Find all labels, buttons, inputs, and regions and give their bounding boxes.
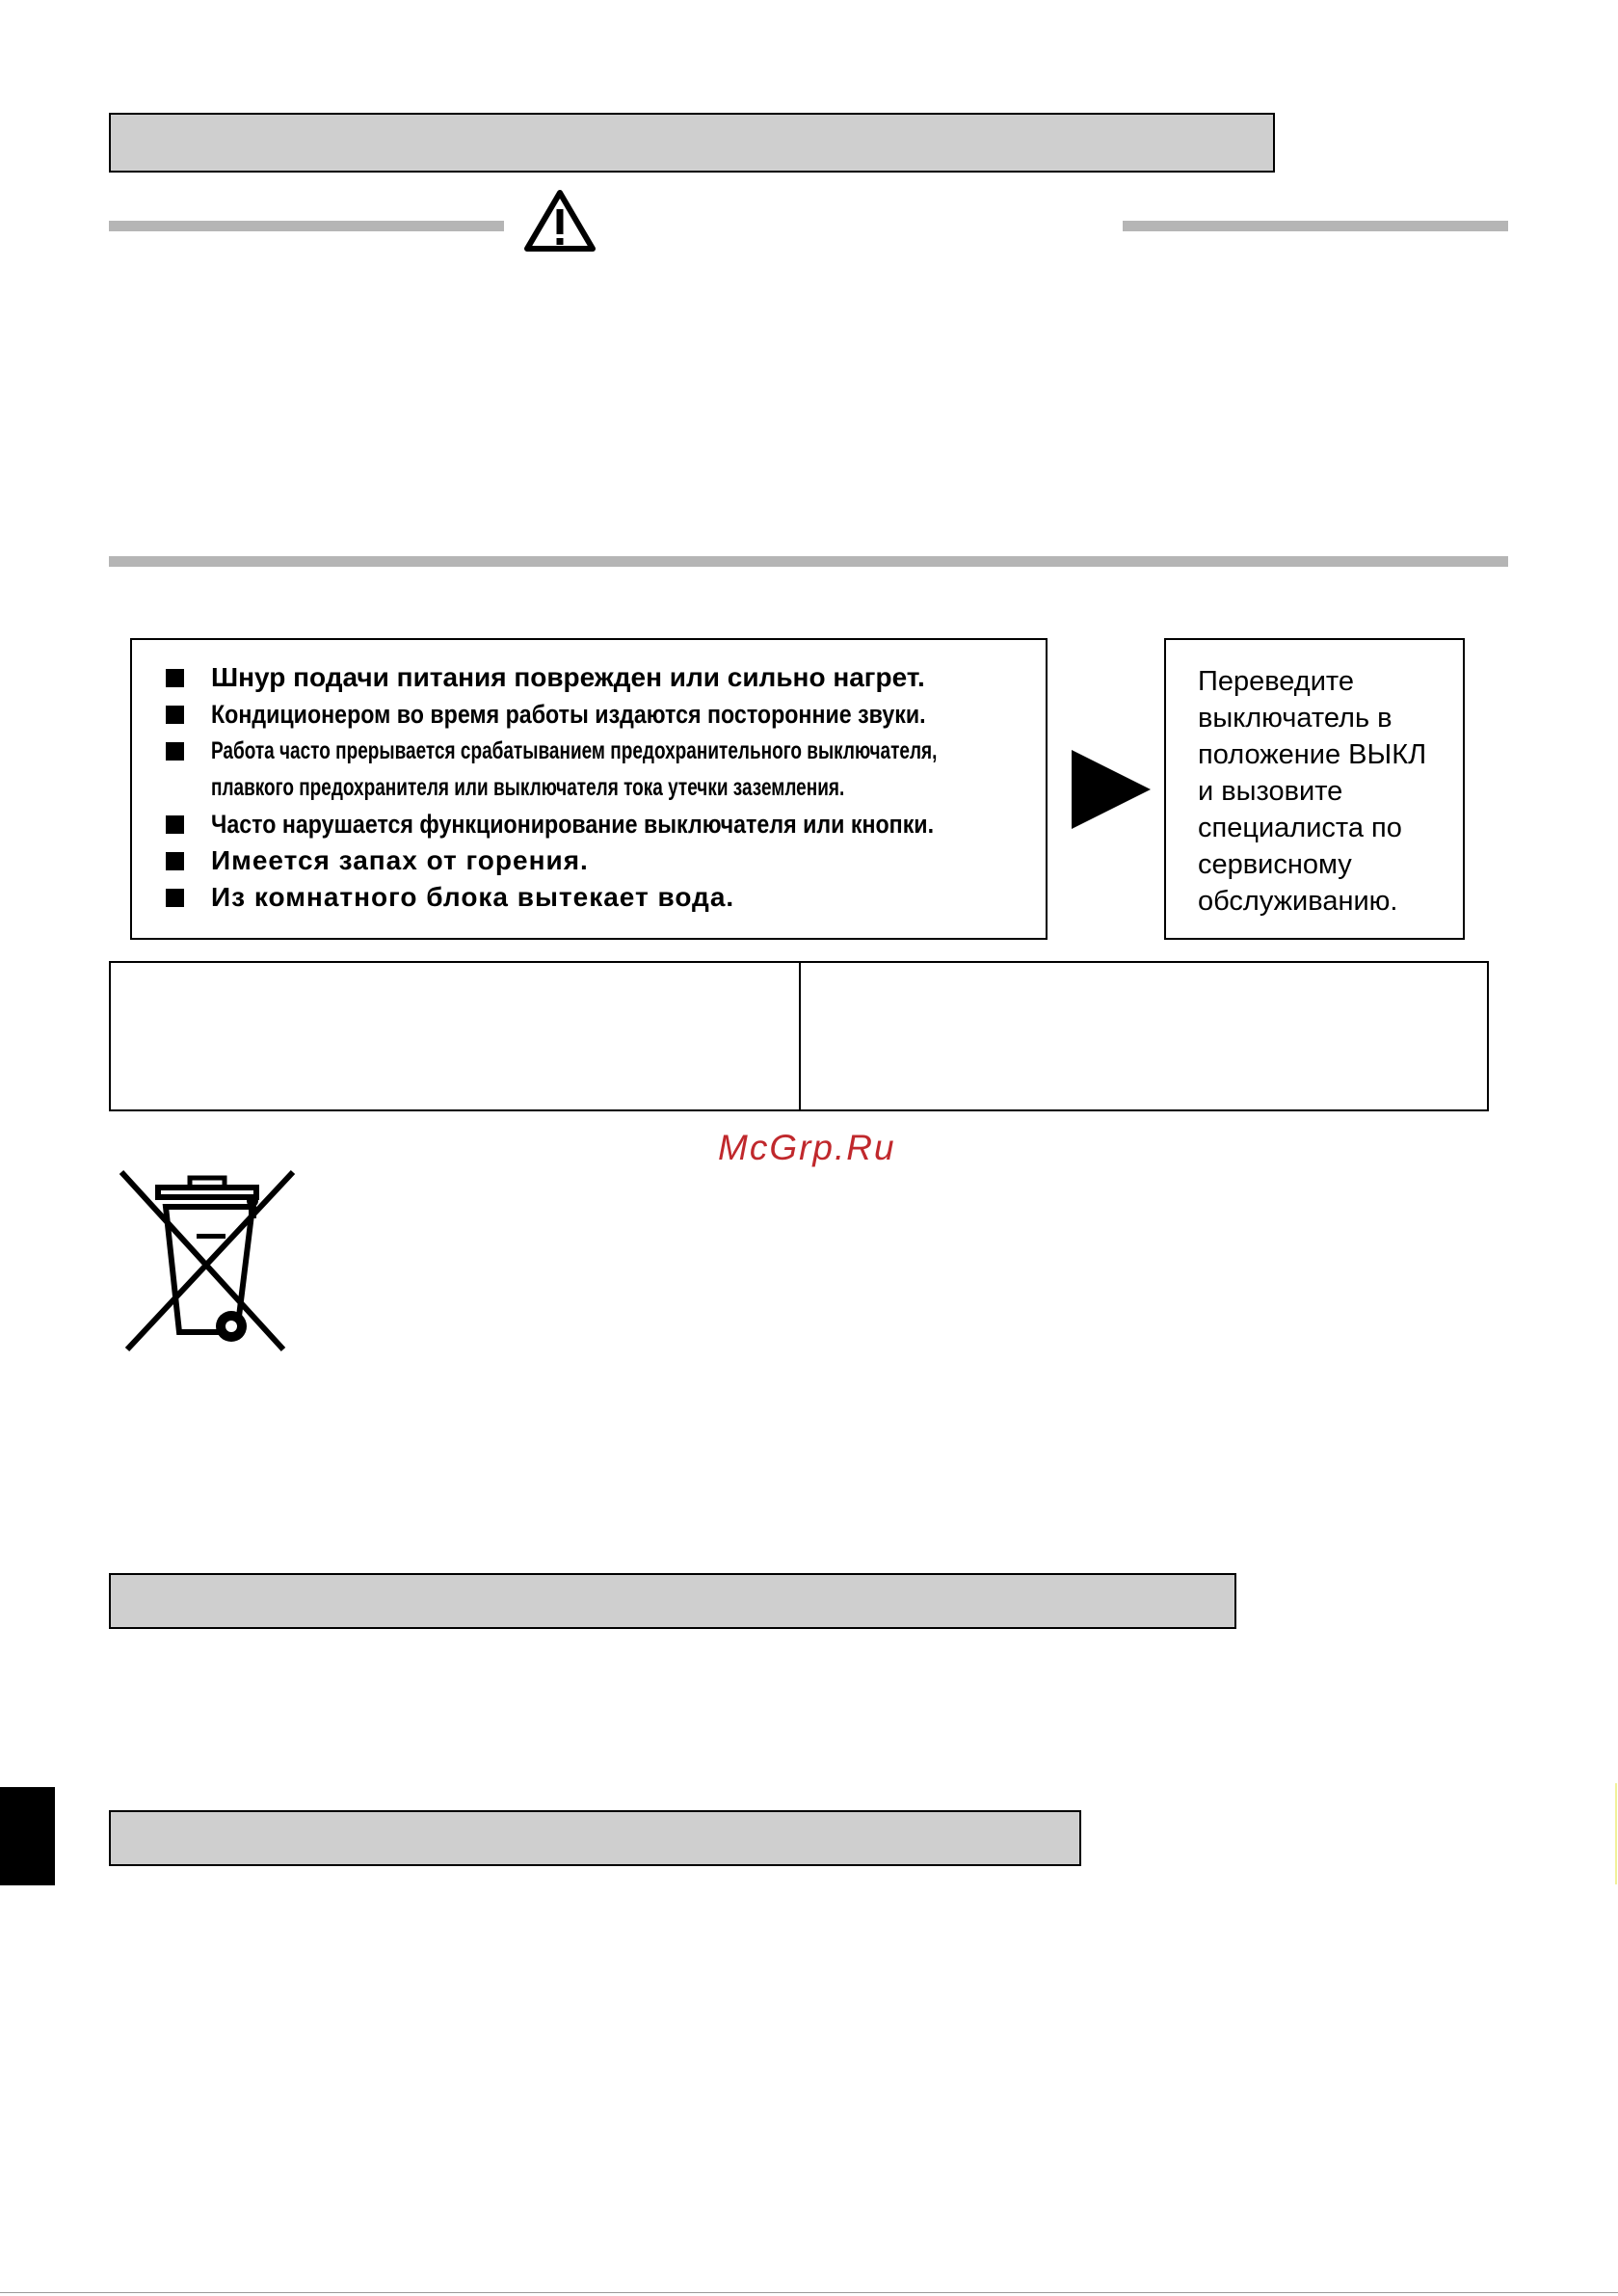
symptom-text: Работа часто прерывается срабатыванием предохранительного выключателя, [211,737,938,764]
bottom-edge-line [0,2292,1618,2293]
symptom-text: Шнур подачи питания поврежден или сильно нагрет. [211,662,925,692]
symptom-item [166,842,1166,879]
symptom-item [166,696,1166,733]
action-line: и вызовите [1198,776,1343,807]
symptom-item [166,879,1166,916]
square-bullet-icon [166,669,184,687]
action-line: Переведите [1198,666,1355,697]
warning-triangle-icon [523,188,597,254]
symptom-text-continuation: плавкого предохранителя или выключателя тока утечки заземления. [211,774,845,801]
symptoms-list [166,659,1166,916]
info-table-divider [799,963,801,1109]
section-divider-rule [109,556,1508,567]
symptom-item [166,733,1166,769]
action-box [1164,638,1465,940]
right-triangle-arrow-icon [1070,750,1151,829]
action-line: выключатель в [1198,703,1393,734]
square-bullet-icon [166,889,184,907]
symptom-text: Из комнатного блока вытекает вода. [211,882,735,912]
section-header-bar-1 [109,113,1275,173]
square-bullet-icon [166,706,184,724]
symptom-text: Часто нарушается функционирование выключателя или кнопки. [211,810,935,839]
symptom-item [166,659,1166,696]
action-line: положение ВЫКЛ [1198,739,1427,770]
action-line: специалиста по [1198,813,1402,843]
symptoms-box [130,638,1048,940]
symptom-item-continuation [166,769,1166,806]
crossed-out-wheelie-bin-icon [118,1168,297,1353]
page-side-tab [0,1787,55,1885]
symptom-text: Кондиционером во время работы издаются посторонние звуки. [211,700,926,729]
section-header-bar-3 [109,1810,1081,1866]
section-header-bar-2 [109,1573,1236,1629]
action-line: сервисному [1198,849,1352,880]
square-bullet-icon [166,852,184,870]
symptom-item [166,806,1166,842]
action-line: обслуживанию. [1198,886,1398,917]
square-bullet-icon [166,815,184,834]
info-table [109,961,1489,1111]
square-bullet-icon [166,742,184,761]
action-instruction [1198,663,1426,920]
warning-rule-left [109,221,504,231]
warning-rule-right [1123,221,1508,231]
edge-mark [1615,1783,1617,1884]
watermark-text: McGrp.Ru [718,1128,896,1167]
symptom-text: Имеется запах от горения. [211,845,589,875]
